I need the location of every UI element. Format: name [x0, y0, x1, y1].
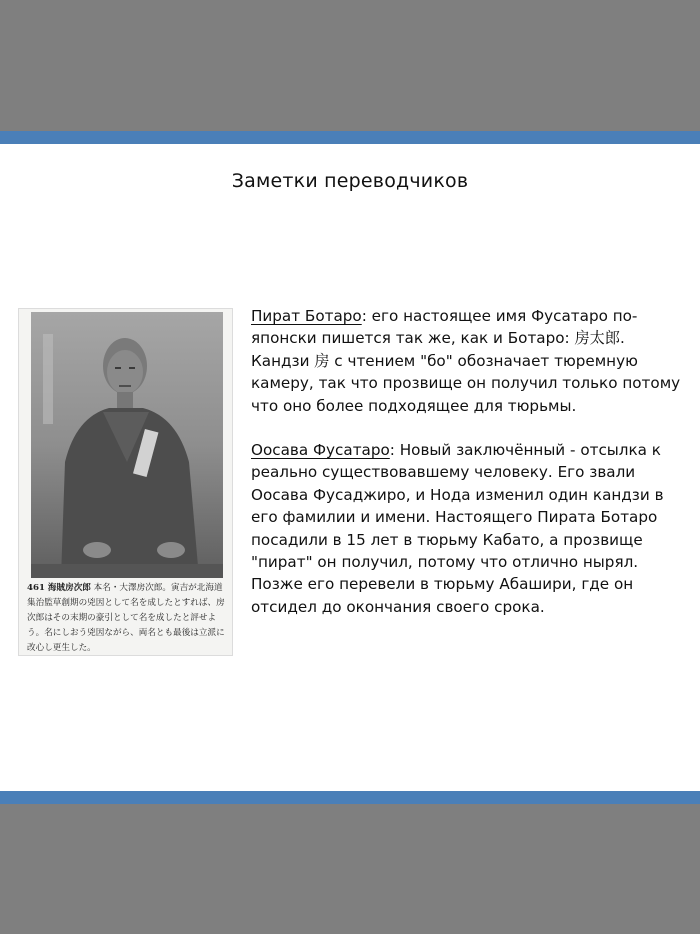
bottom-blue-stripe	[0, 791, 700, 804]
page-content	[0, 144, 700, 791]
note-term: Оосава Фусатаро	[251, 441, 390, 460]
note-pirate-botaro	[251, 305, 681, 417]
portrait-illustration	[31, 312, 223, 578]
bottom-gray-band	[0, 804, 700, 934]
caption-text: 本名・大澤房次郎。寅吉が北海道集治監草創期の兇因として名を成したとすれば、房次郎はその末期の豪引として名を成したと評せよう。名にしおう兇因ながら、両名とも最後は立派に改心し更生した。	[27, 583, 225, 653]
note-term: Пират Ботаро	[251, 307, 362, 325]
top-blue-stripe	[0, 131, 700, 144]
page-title: Заметки переводчиков	[231, 170, 469, 192]
note-text: : Новый заключённый - отсылка к реально существовавшему человеку. Его звали Оосава Фусаджиро, и Нода изменил один кандзи в его фамилии и имени. Настоящего Пирата Ботаро посадили в 15 лет в тюрьму Кабато, а прозвище "пират" он получил, потому что отлично нырял. Позже его перевели в тюрьму Абашири, где он отсидел до окончания своего срока.	[251, 441, 664, 616]
note-text: : его настоящее имя Фусатаро по-японски пишется так же, как и Ботаро: 房太郎. Кандзи 房 с чтением "бо" обозначает тюремную камеру, так что прозвище он получил только потому что оно более подходящее для тюрьмы.	[251, 307, 681, 415]
top-gray-band	[0, 0, 700, 131]
photo-caption	[27, 581, 227, 656]
portrait-photo	[31, 312, 223, 578]
note-oosawa-fusataro	[251, 439, 681, 618]
caption-title: 461 海賊房次郎	[27, 583, 91, 593]
notes-column	[251, 305, 681, 640]
photo-card	[18, 308, 233, 656]
